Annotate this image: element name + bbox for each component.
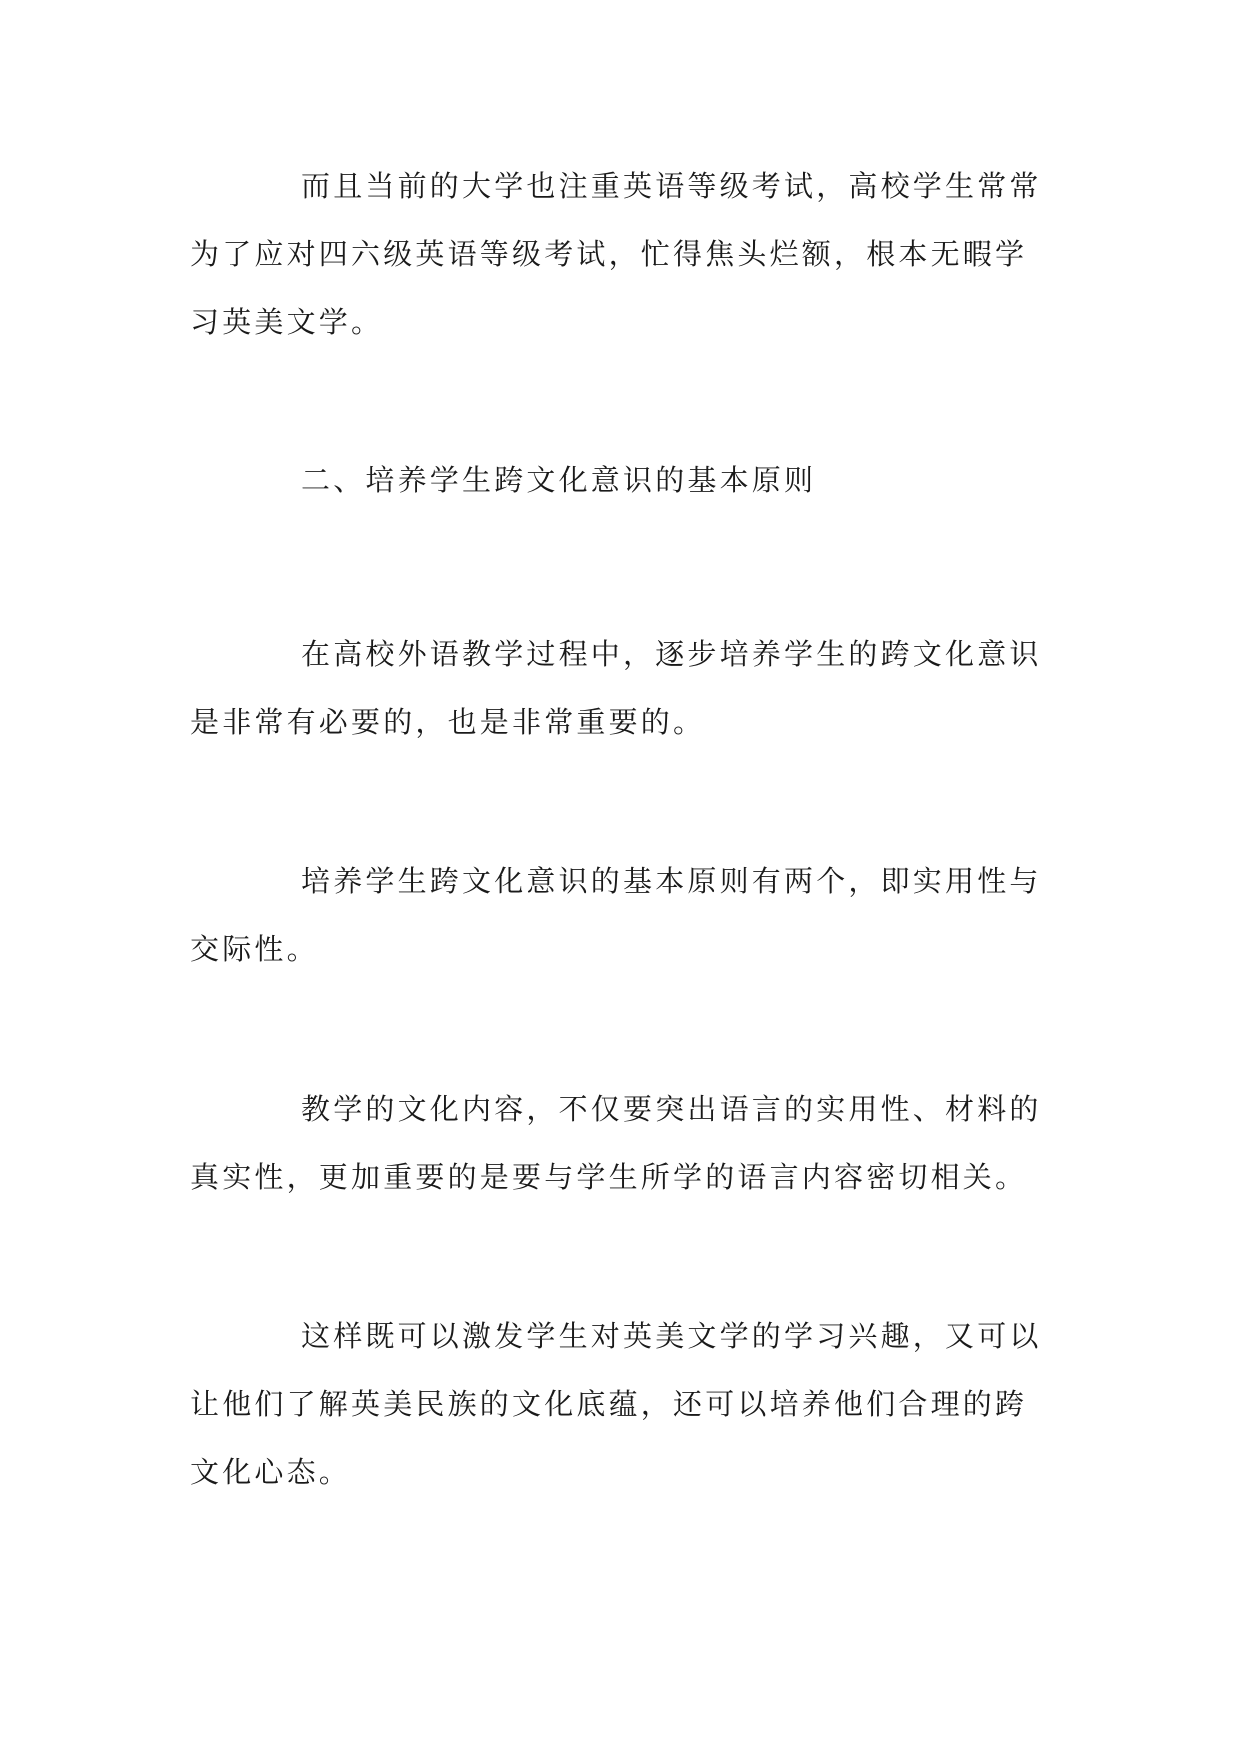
text-line: 二、培养学生跨文化意识的基本原则 bbox=[301, 463, 817, 497]
text-line: 在高校外语教学过程中，逐步培养学生的跨文化意识 bbox=[301, 637, 1042, 671]
text-line: 教学的文化内容，不仅要突出语言的实用性、材料的 bbox=[301, 1092, 1042, 1126]
text-line: 让他们了解英美民族的文化底蕴，还可以培养他们合理的跨 bbox=[190, 1387, 1028, 1421]
text-line: 培养学生跨文化意识的基本原则有两个，即实用性与 bbox=[301, 864, 1042, 898]
text-line: 真实性，更加重要的是要与学生所学的语言内容密切相关。 bbox=[190, 1160, 1028, 1194]
section-heading bbox=[190, 446, 1070, 514]
paragraph bbox=[190, 620, 1070, 756]
text-line: 而且当前的大学也注重英语等级考试，高校学生常常 bbox=[301, 169, 1042, 203]
text-line: 交际性。 bbox=[190, 932, 319, 966]
text-line: 这样既可以激发学生对英美文学的学习兴趣，又可以 bbox=[301, 1319, 1042, 1353]
text-line: 习英美文学。 bbox=[190, 305, 384, 339]
text-line: 文化心态。 bbox=[190, 1455, 352, 1489]
text-line: 为了应对四六级英语等级考试，忙得焦头烂额，根本无暇学 bbox=[190, 237, 1028, 271]
paragraph bbox=[190, 1302, 1070, 1506]
text-line: 是非常有必要的，也是非常重要的。 bbox=[190, 705, 706, 739]
paragraph bbox=[190, 1075, 1070, 1211]
paragraph bbox=[190, 152, 1070, 356]
paragraph bbox=[190, 847, 1070, 983]
